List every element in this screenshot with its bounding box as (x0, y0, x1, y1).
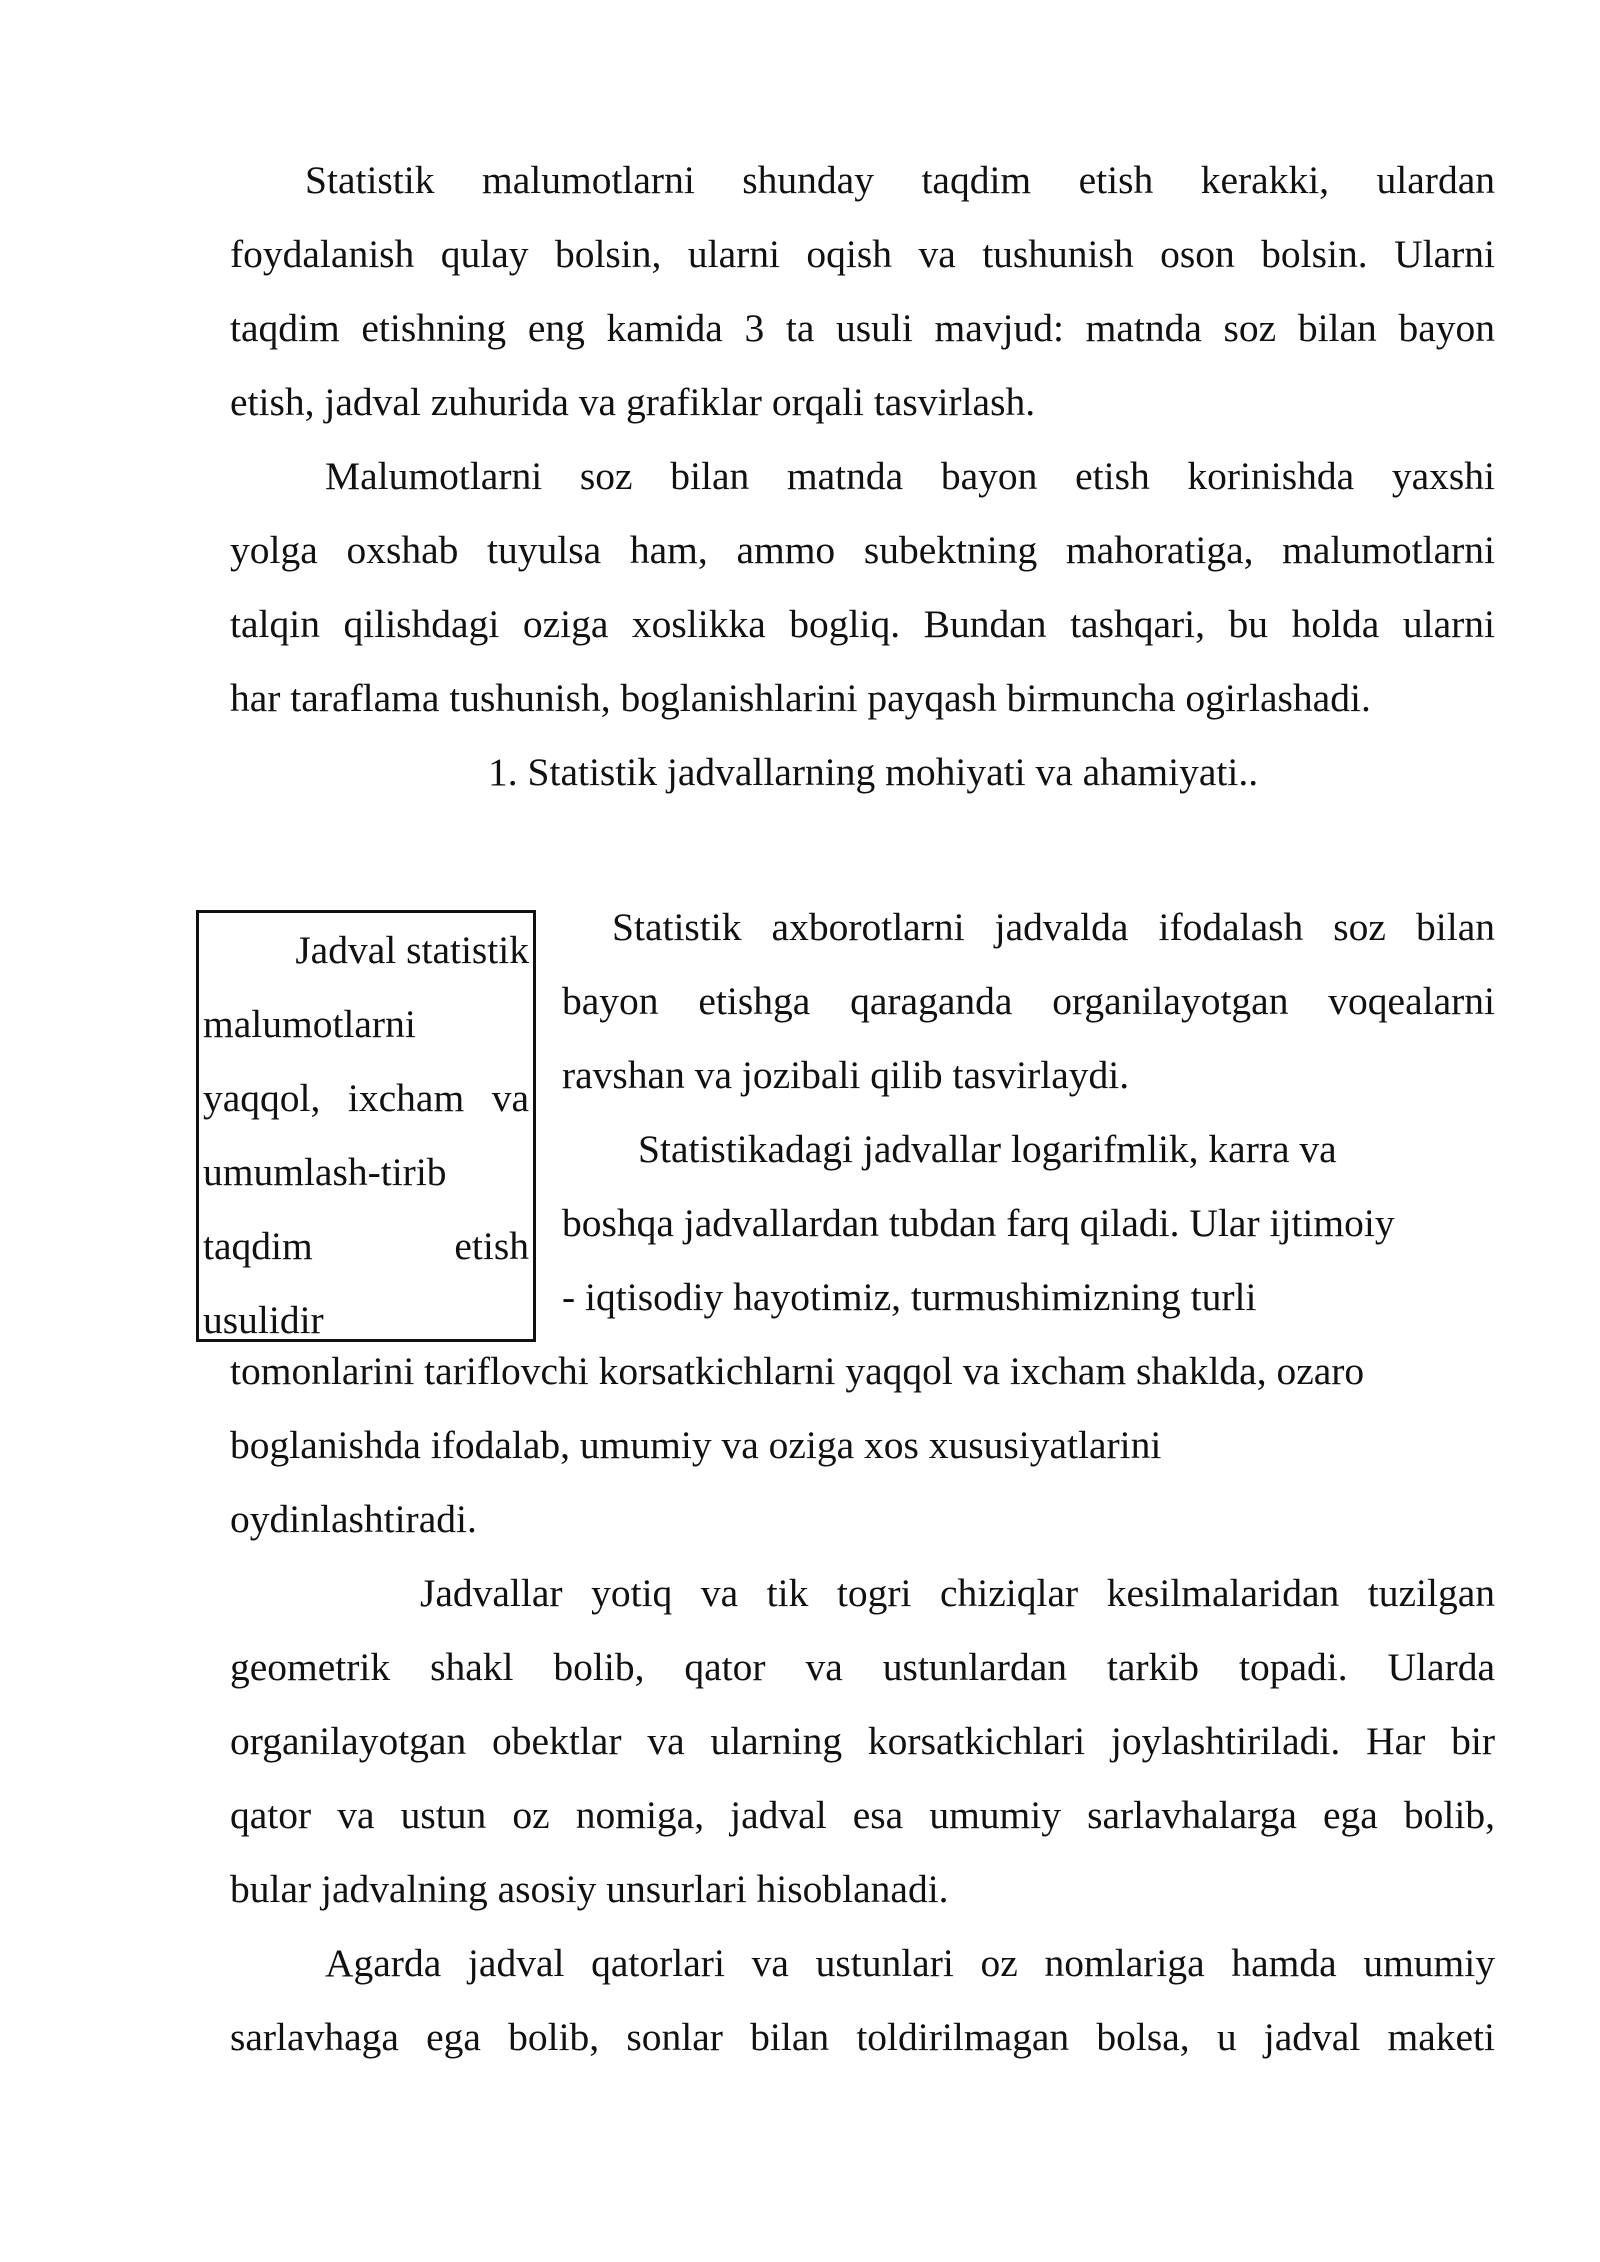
paragraph-5-line-4: qator va ustun oz nomiga, jadval esa umumiy sarlavhalarga ega bolib, (230, 1793, 1495, 1837)
paragraph-5-line-3: organilayotgan obektlar va ularning korsatkichlari joylashtiriladi. Har bir (230, 1719, 1495, 1763)
sidebox-line-5: taqdim etish (203, 1224, 529, 1268)
paragraph-2-line-3: talqin qilishdagi oziga xoslikka bogliq. Bundan tashqari, bu holda ularni (230, 602, 1495, 646)
paragraph-1-line-3: taqdim etishning eng kamida 3 ta usuli mavjud: matnda soz bilan bayon (230, 306, 1495, 350)
sidebox-line-2: malumotlarni (203, 1002, 416, 1046)
sidebox-line-3: yaqqol, ixcham va (203, 1076, 529, 1120)
paragraph-3-line-3: ravshan va jozibali qilib tasvirlaydi. (562, 1053, 1130, 1097)
paragraph-6-line-2: sarlavhaga ega bolib, sonlar bilan toldirilmagan bolsa, u jadval maketi (230, 2015, 1495, 2059)
paragraph-3-line-2: bayon etishga qaraganda organilayotgan voqealarni (562, 979, 1495, 1023)
paragraph-4-line-5: boglanishda ifodalab, umumiy va oziga xos xususiyatlarini (230, 1423, 1162, 1467)
sidebox-line-6: usulidir (203, 1298, 324, 1342)
sidebox-line-4: umumlash-tirib (203, 1150, 447, 1194)
paragraph-6-line-1: Agarda jadval qatorlari va ustunlari oz nomlariga hamda umumiy (325, 1941, 1495, 1985)
sidebox-line-1: Jadval statistik (295, 928, 529, 972)
paragraph-5-line-2: geometrik shakl bolib, qator va ustunlardan tarkib topadi. Ularda (230, 1645, 1495, 1689)
section-heading: 1. Statistik jadvallarning mohiyati va ahamiyati.. (488, 750, 1259, 794)
paragraph-1-line-2: foydalanish qulay bolsin, ularni oqish va tushunish oson bolsin. Ularni (230, 232, 1495, 276)
paragraph-5-line-5: bular jadvalning asosiy unsurlari hisoblanadi. (230, 1867, 949, 1911)
paragraph-2-line-2: yolga oxshab tuyulsa ham, ammo subektning mahoratiga, malumotlarni (230, 528, 1495, 572)
paragraph-1-line-1: Statistik malumotlarni shunday taqdim etish kerakki, ulardan (305, 158, 1495, 202)
paragraph-4-line-3: - iqtisodiy hayotimiz, turmushimizning turli (562, 1275, 1257, 1319)
paragraph-4-line-4: tomonlarini tariflovchi korsatkichlarni yaqqol va ixcham shaklda, ozaro (230, 1349, 1365, 1393)
paragraph-3-line-1: Statistik axborotlarni jadvalda ifodalash soz bilan (612, 905, 1495, 949)
paragraph-4-line-6: oydinlashtiradi. (230, 1497, 477, 1541)
sidebox-frame (196, 910, 536, 1342)
paragraph-2-line-1: Malumotlarni soz bilan matnda bayon etish korinishda yaxshi (325, 454, 1495, 498)
paragraph-5-line-1: Jadvallar yotiq va tik togri chiziqlar kesilmalaridan tuzilgan (420, 1571, 1495, 1615)
paragraph-1-line-4: etish, jadval zuhurida va grafiklar orqali tasvirlash. (230, 380, 1036, 424)
paragraph-2-line-4: har taraflama tushunish, boglanishlarini payqash birmuncha ogirlashadi. (230, 676, 1371, 720)
paragraph-4-line-2: boshqa jadvallardan tubdan farq qiladi. Ular ijtimoiy (562, 1201, 1395, 1245)
paragraph-4-line-1: Statistikadagi jadvallar logarifmlik, karra va (638, 1127, 1337, 1171)
